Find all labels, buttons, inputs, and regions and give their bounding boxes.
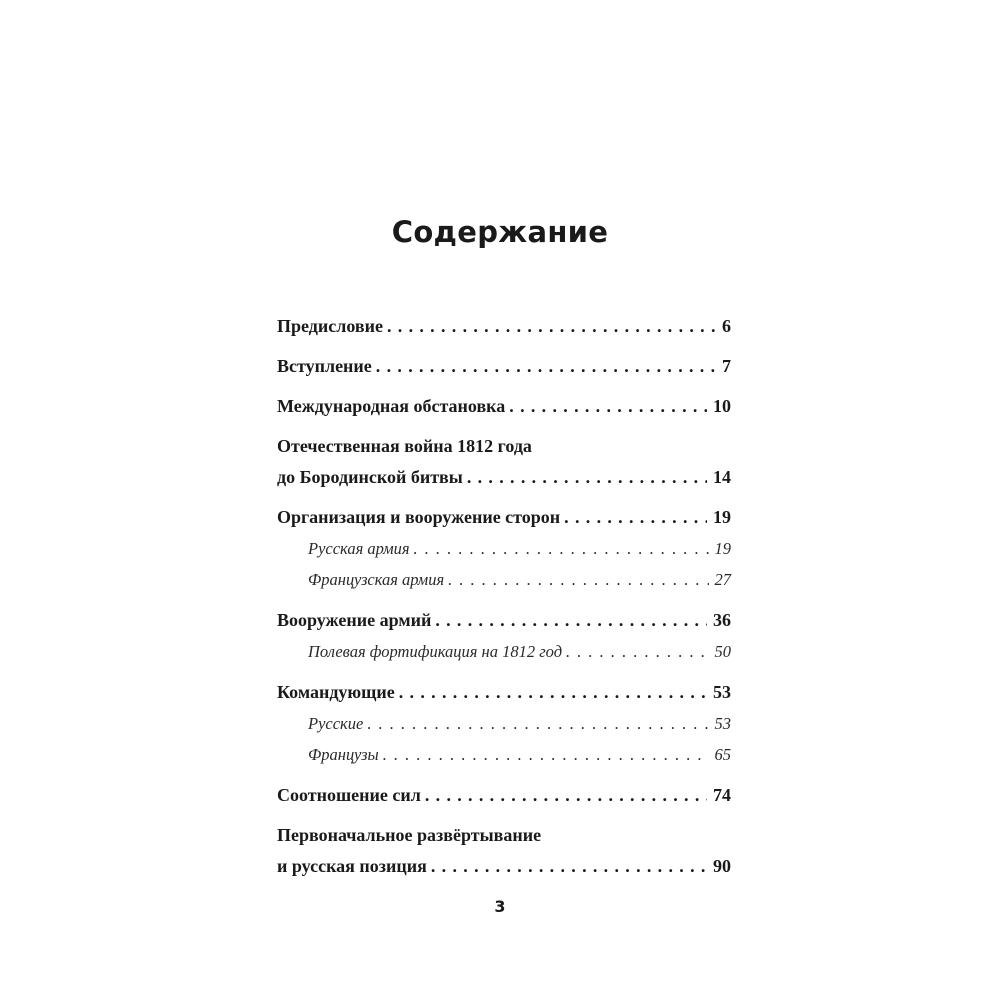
dot-leader (383, 739, 709, 770)
toc-subentry[interactable] (277, 739, 731, 770)
toc-entry-title: до Бородинской битвы (277, 467, 463, 487)
toc-page-number: 27 (714, 570, 731, 589)
toc-entry-line (277, 431, 731, 462)
toc-entry[interactable] (277, 351, 731, 382)
dot-leader (448, 564, 708, 595)
toc-entry[interactable] (277, 391, 731, 422)
toc-entry-line (277, 311, 731, 342)
dot-leader (399, 677, 707, 708)
toc-subentry[interactable] (277, 708, 731, 739)
table-of-contents (277, 311, 731, 882)
toc-entry-line (277, 820, 731, 851)
toc-entry[interactable] (277, 677, 731, 708)
toc-entry-line (277, 708, 731, 739)
toc-page-number: 65 (714, 745, 731, 764)
dot-leader (509, 391, 707, 422)
toc-subentry[interactable] (277, 564, 731, 595)
toc-entry-title: Первоначальное развёртывание (277, 825, 542, 845)
toc-page-number: 53 (713, 682, 731, 702)
toc-page-number: 90 (713, 856, 731, 876)
toc-entry-title: Русская армия (308, 539, 410, 558)
toc-page-number: 6 (722, 316, 731, 336)
toc-entry-title: Французская армия (308, 570, 445, 589)
toc-page-number: 53 (714, 714, 731, 733)
toc-entry-title: Полевая фортификация на 1812 год (308, 642, 563, 661)
toc-entry-line (277, 502, 731, 533)
toc-entry[interactable] (277, 502, 731, 533)
toc-entry-title: Вооружение армий (277, 610, 432, 630)
toc-page-number: 10 (713, 396, 731, 416)
toc-entry-line (277, 391, 731, 422)
toc-entry-line (277, 780, 731, 811)
toc-page-number: 19 (713, 507, 731, 527)
toc-entry[interactable] (277, 605, 731, 636)
toc-entry-title: Организация и вооружение сторон (277, 507, 561, 527)
toc-page-number: 36 (713, 610, 731, 630)
toc-entry-line (277, 351, 731, 382)
toc-entry-line (277, 636, 731, 667)
toc-entry-line (277, 677, 731, 708)
toc-entry[interactable] (277, 820, 731, 882)
dot-leader (387, 311, 716, 342)
toc-entry-title: Русские (308, 714, 364, 733)
toc-entry-title: Отечественная война 1812 года (277, 436, 532, 456)
toc-entry-line (277, 462, 731, 493)
toc-entry-title: Французы (308, 745, 379, 764)
toc-entry[interactable] (277, 311, 731, 342)
dot-leader (566, 636, 708, 667)
toc-entry-title: Вступление (277, 356, 372, 376)
toc-page-number: 74 (713, 785, 731, 805)
toc-page-number: 19 (714, 539, 731, 558)
dot-leader (564, 502, 707, 533)
toc-entry-title: и русская позиция (277, 856, 427, 876)
toc-subentry[interactable] (277, 636, 731, 667)
dot-leader (414, 533, 709, 564)
dot-leader (435, 605, 707, 636)
dot-leader (467, 462, 707, 493)
toc-page-number: 14 (713, 467, 731, 487)
dot-leader (431, 851, 707, 882)
toc-entry-title: Предисловие (277, 316, 383, 336)
toc-entry-line (277, 851, 731, 882)
dot-leader (425, 780, 707, 811)
toc-entry-line (277, 533, 731, 564)
toc-entry[interactable] (277, 780, 731, 811)
toc-subentry[interactable] (277, 533, 731, 564)
toc-entry-line (277, 564, 731, 595)
toc-entry-title: Международная обстановка (277, 396, 506, 416)
dot-leader (376, 351, 716, 382)
dot-leader (367, 708, 708, 739)
toc-entry-line (277, 605, 731, 636)
page-title: Содержание (391, 215, 609, 249)
toc-entry-line (277, 739, 731, 770)
toc-page-number: 50 (714, 642, 731, 661)
toc-entry[interactable] (277, 431, 731, 493)
page-number: 3 (494, 897, 506, 916)
toc-page-number: 7 (722, 356, 731, 376)
toc-entry-title: Командующие (277, 682, 395, 702)
toc-entry-title: Соотношение сил (277, 785, 421, 805)
